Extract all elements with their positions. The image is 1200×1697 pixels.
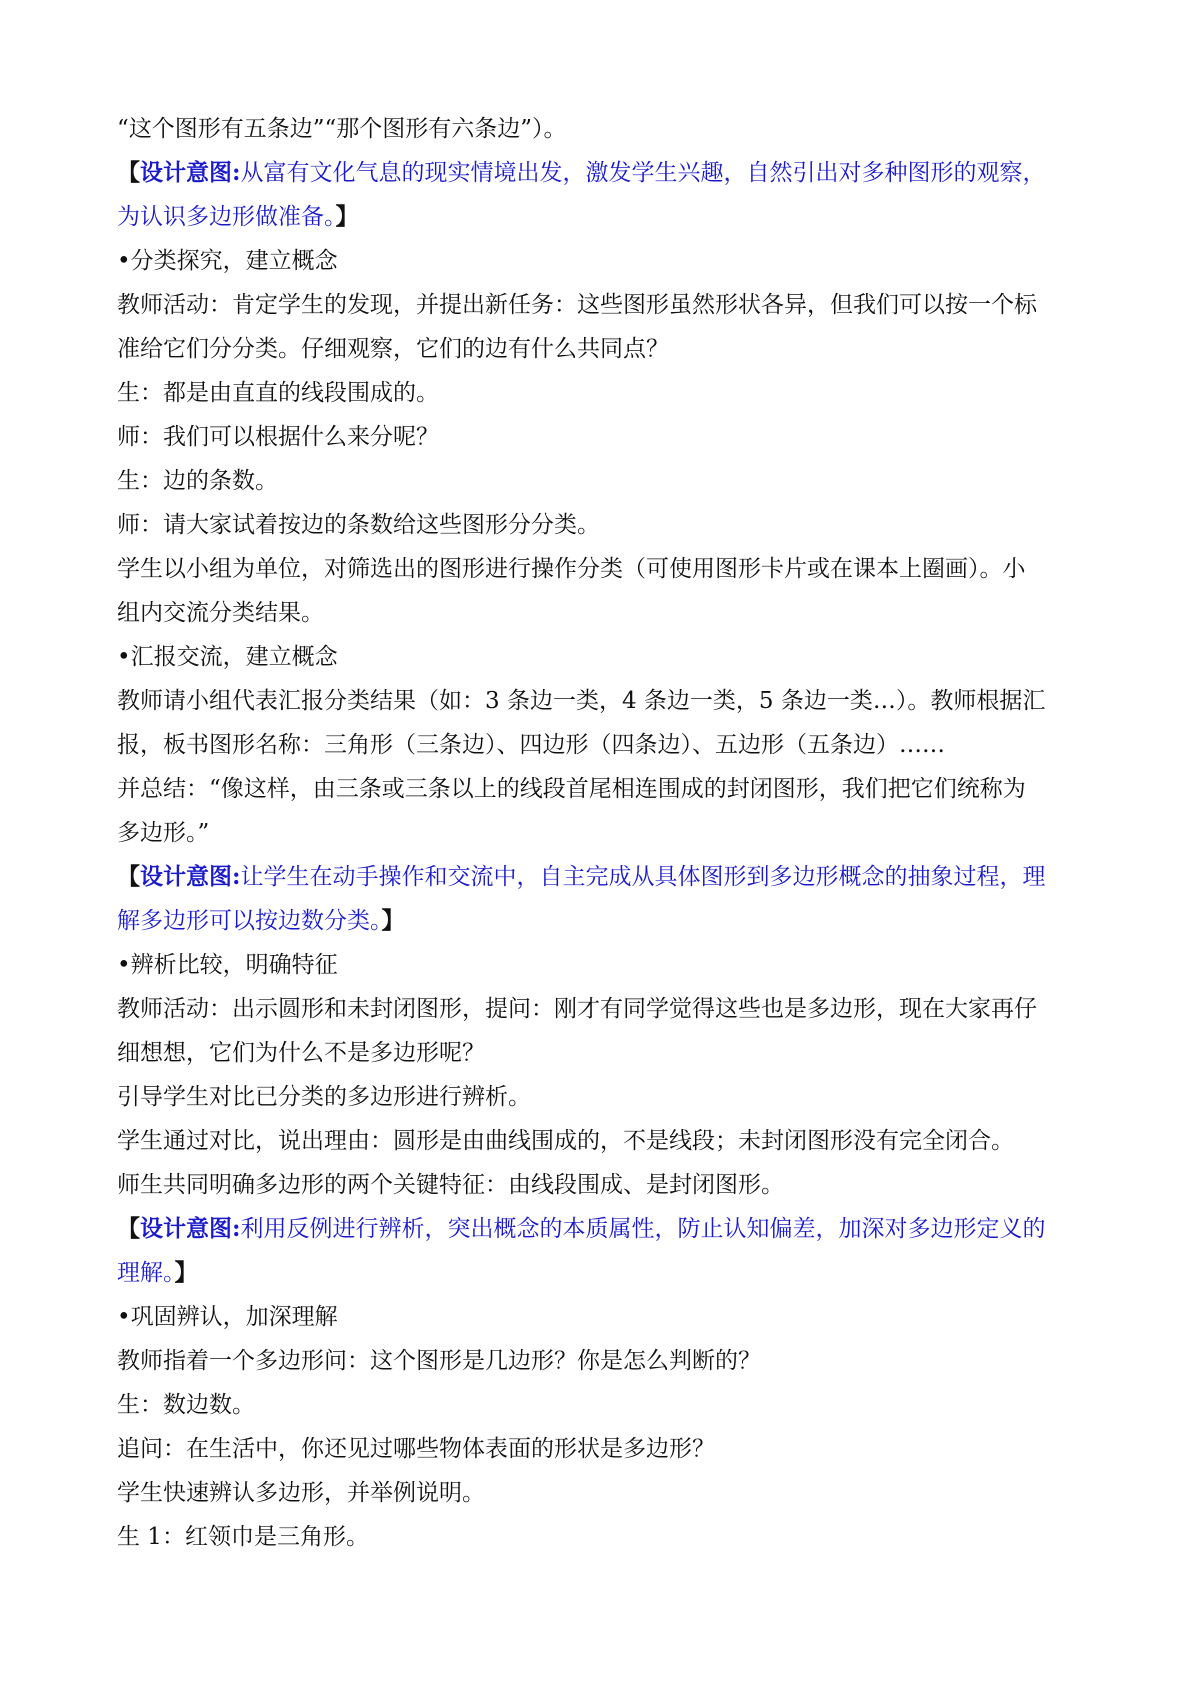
text-line: 追问：在生活中，你还见过哪些物体表面的形状是多边形？ bbox=[117, 1436, 715, 1462]
intent-open-bracket: 【 bbox=[117, 863, 140, 890]
text-line: 并总结：“像这样，由三条或三条以上的线段首尾相连围成的封闭图形，我们把它们统称为 bbox=[117, 776, 1026, 802]
intent-open-bracket: 【 bbox=[117, 159, 140, 186]
text-line: 师生共同明确多边形的两个关键特征：由线段围成、是封闭图形。 bbox=[117, 1172, 784, 1198]
text-line: 师：请大家试着按边的条数给这些图形分分类。 bbox=[117, 512, 600, 538]
design-intent-block bbox=[117, 1207, 1097, 1295]
text-line: 学生通过对比，说出理由：圆形是由曲线围成的，不是线段；未封闭图形没有完全闭合。 bbox=[117, 1128, 1014, 1154]
design-intent-block bbox=[117, 151, 1097, 239]
text-line: 准给它们分分类。仔细观察，它们的边有什么共同点？ bbox=[117, 336, 669, 362]
intent-close-bracket: 】 bbox=[335, 203, 359, 230]
design-intent-block bbox=[117, 855, 1097, 943]
text-line: 生：边的条数。 bbox=[117, 468, 278, 494]
text-line: 生：数边数。 bbox=[117, 1392, 255, 1418]
text-line: 组内交流分类结果。 bbox=[117, 600, 324, 626]
text-line: 报，板书图形名称：三角形（三条边）、四边形（四条边）、五边形（五条边）…… bbox=[117, 732, 945, 758]
intent-label: 设计意图: bbox=[140, 1215, 241, 1242]
section-heading: •巩固辨认，加深理解 bbox=[117, 1304, 338, 1330]
text-line: 教师活动：肯定学生的发现，并提出新任务：这些图形虽然形状各异，但我们可以按一个标 bbox=[117, 292, 1037, 318]
intent-text: 利用反例进行辨析，突出概念的本质属性，防止认知偏差，加深对多边形定义的 bbox=[240, 1216, 1046, 1242]
intent-close-bracket: 】 bbox=[381, 907, 405, 934]
text-line: 教师请小组代表汇报分类结果（如：3 条边一类，4 条边一类，5 条边一类…）。教师根据汇 bbox=[117, 688, 1046, 714]
text-line: 教师活动：出示圆形和未封闭图形，提问：刚才有同学觉得这些也是多边形，现在大家再仔 bbox=[117, 996, 1037, 1022]
intent-text: 让学生在动手操作和交流中，自主完成从具体图形到多边形概念的抽象过程，理 bbox=[240, 864, 1046, 890]
text-line: 生：都是由直直的线段围成的。 bbox=[117, 380, 439, 406]
intent-label: 设计意图: bbox=[140, 159, 241, 186]
text-line: 学生快速辨认多边形，并举例说明。 bbox=[117, 1480, 485, 1506]
text-line: 师：我们可以根据什么来分呢？ bbox=[117, 424, 439, 450]
document-page bbox=[117, 107, 1097, 1559]
intent-text: 为认识多边形做准备。 bbox=[117, 204, 336, 230]
intent-open-bracket: 【 bbox=[117, 1215, 140, 1242]
section-heading: •汇报交流，建立概念 bbox=[117, 644, 338, 670]
text-line: “这个图形有五条边”“那个图形有六条边”）。 bbox=[117, 116, 567, 142]
intent-close-bracket: 】 bbox=[174, 1259, 198, 1286]
text-line: 教师指着一个多边形问：这个图形是几边形？你是怎么判断的？ bbox=[117, 1348, 761, 1374]
intent-text: 解多边形可以按边数分类。 bbox=[117, 908, 382, 934]
text-line: 学生以小组为单位，对筛选出的图形进行操作分类（可使用图形卡片或在课本上圈画）。小 bbox=[117, 556, 1026, 582]
section-heading: •辨析比较，明确特征 bbox=[117, 952, 338, 978]
text-line: 多边形。” bbox=[117, 820, 210, 846]
intent-text: 理解。 bbox=[117, 1260, 175, 1286]
section-heading: •分类探究，建立概念 bbox=[117, 248, 338, 274]
text-line: 引导学生对比已分类的多边形进行辨析。 bbox=[117, 1084, 531, 1110]
intent-label: 设计意图: bbox=[140, 863, 241, 890]
text-line: 细想想，它们为什么不是多边形呢？ bbox=[117, 1040, 485, 1066]
text-line: 生 1：红领巾是三角形。 bbox=[117, 1524, 369, 1550]
intent-text: 从富有文化气息的现实情境出发，激发学生兴趣，自然引出对多种图形的观察， bbox=[240, 160, 1046, 186]
